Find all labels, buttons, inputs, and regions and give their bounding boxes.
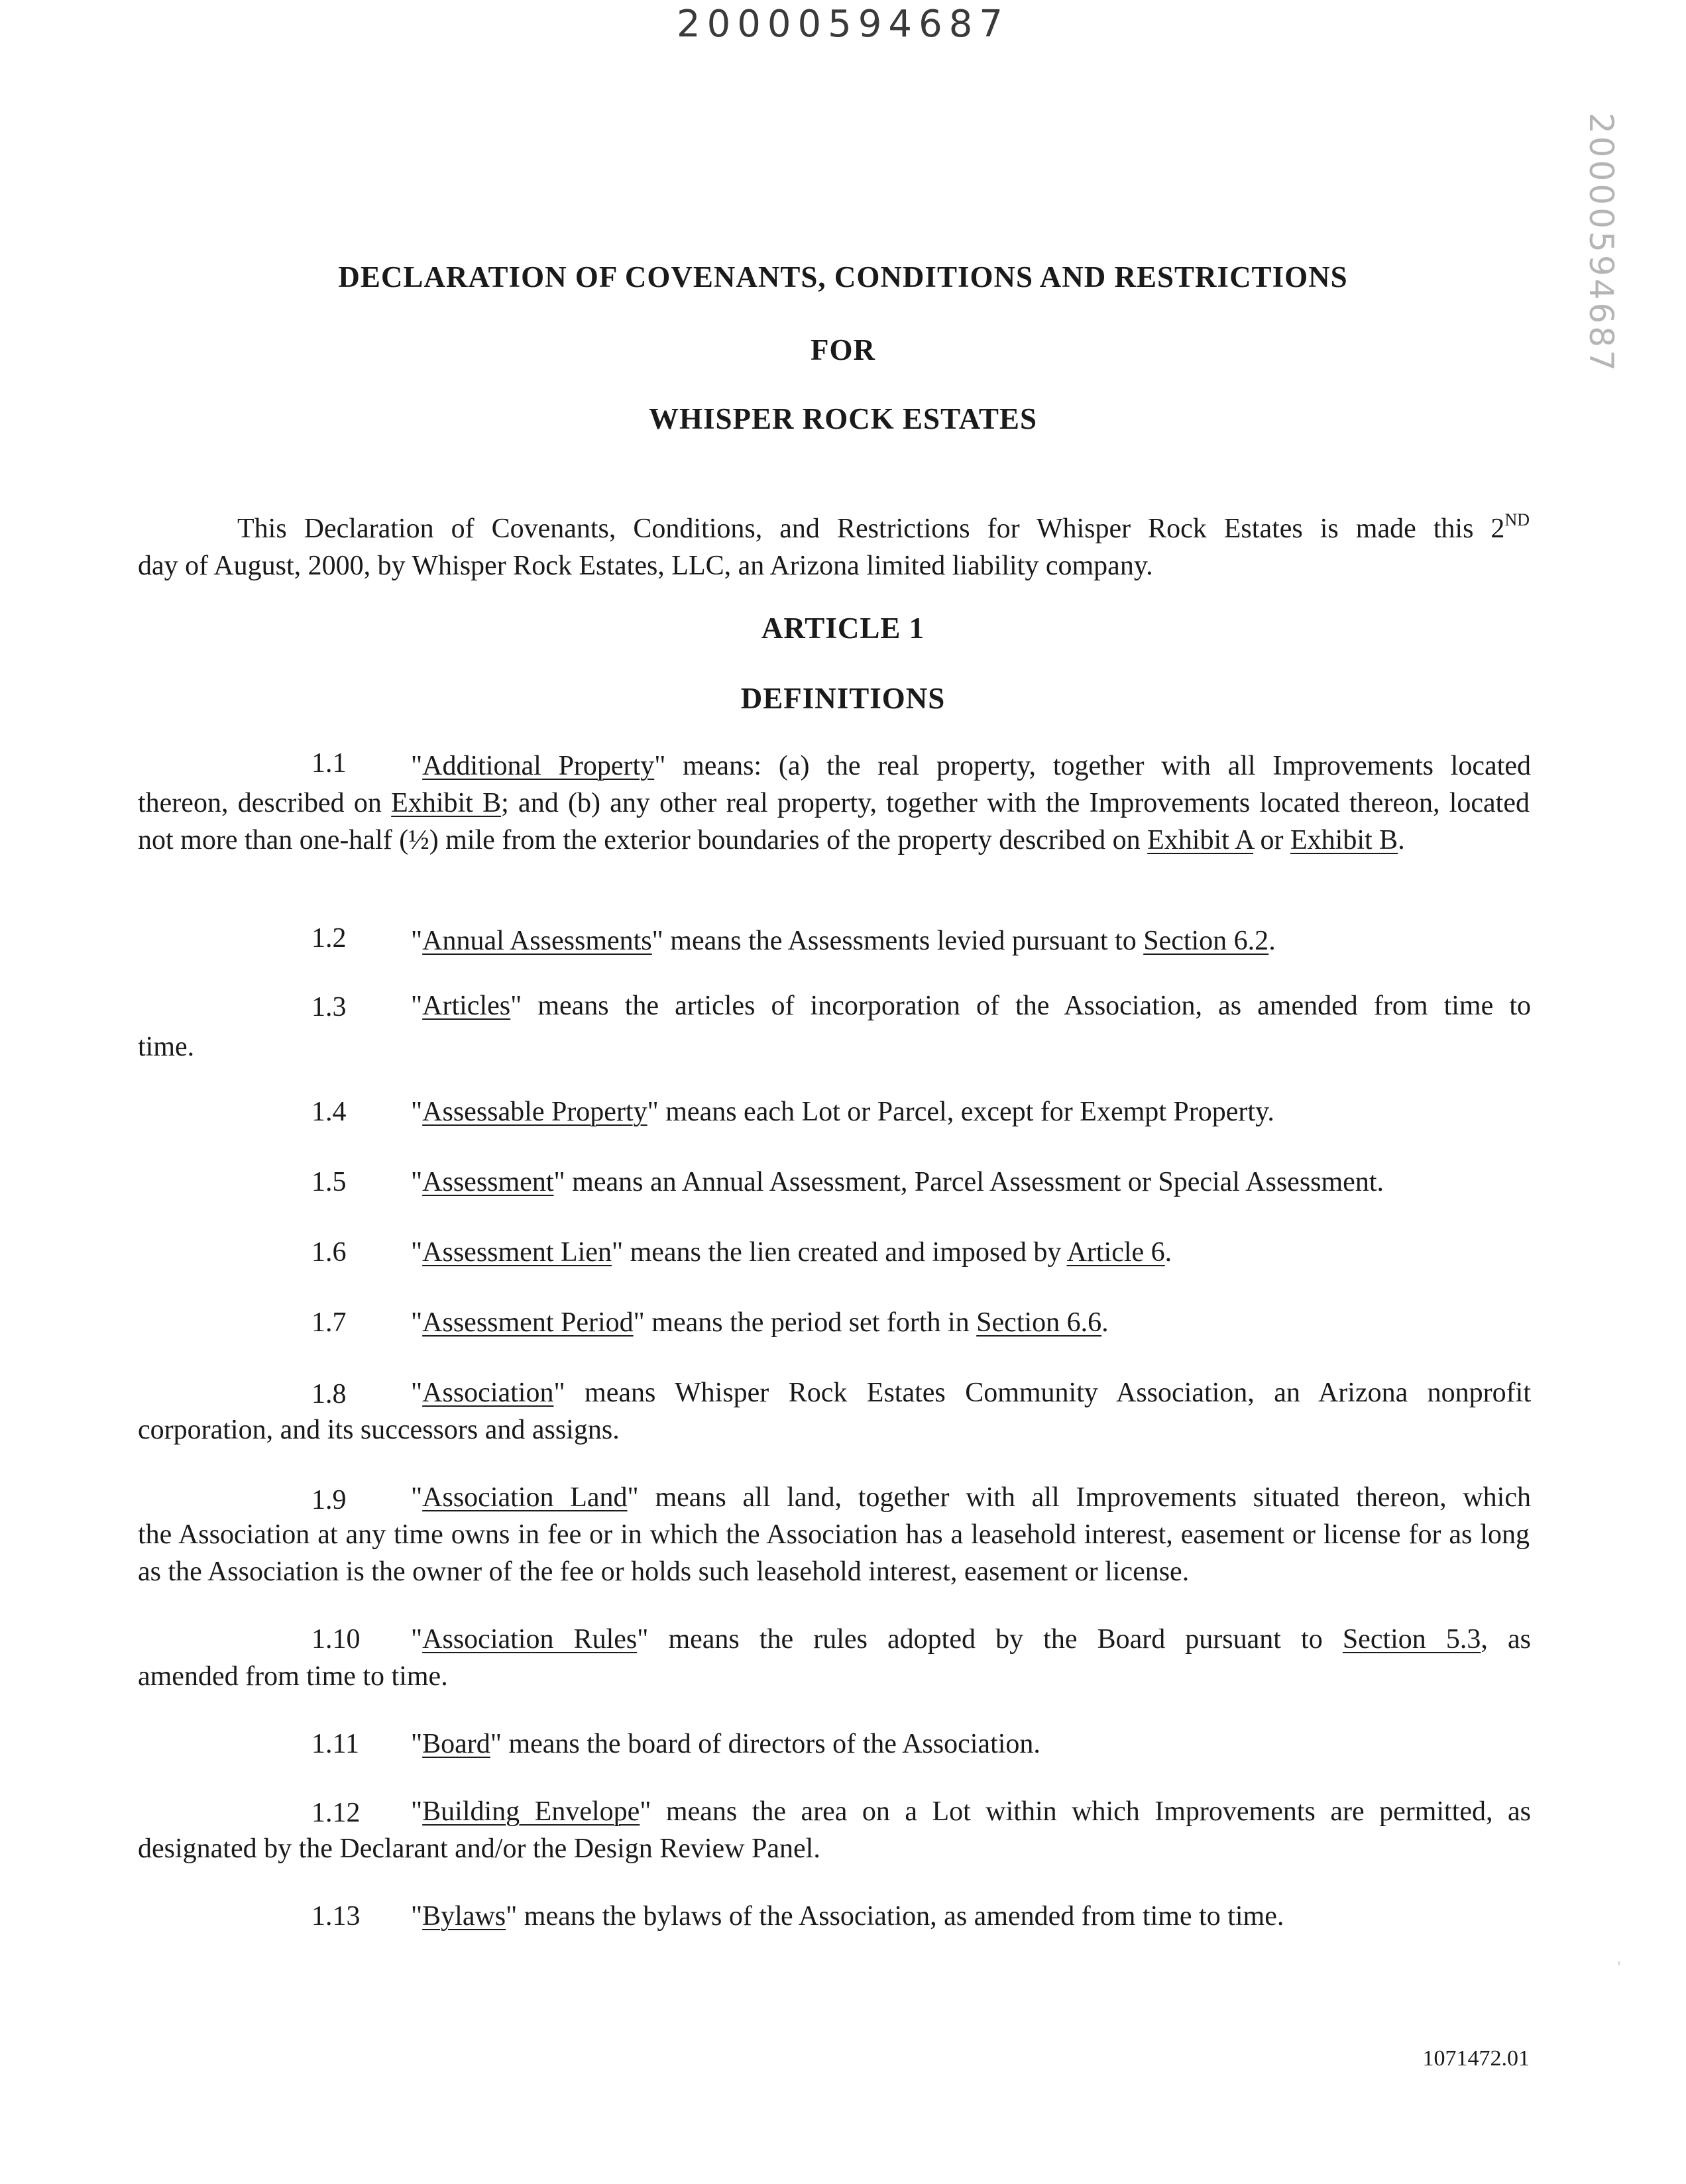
def-number: 1.3	[311, 992, 347, 1022]
document-footer-id: 1071472.01	[1422, 2046, 1530, 2071]
def-1-12-rest: designated by the Declarant and/or the Design Review Panel.	[138, 1833, 820, 1864]
def-1-10-line1: "Association Rules" means the rules adopted by the Board pursuant to Section 5.3, as	[411, 1624, 1531, 1655]
cross-reference: Article 6	[1066, 1237, 1165, 1268]
def-1-13: "Bylaws" means the bylaws of the Association, as amended from time to time.	[411, 1901, 1284, 1932]
def-number: 1.1	[311, 748, 347, 779]
title-line-2: FOR	[811, 333, 875, 366]
cross-reference: Section 5.3	[1342, 1624, 1481, 1655]
side-stamp-text: 20000594687	[1582, 113, 1620, 374]
defined-term: Articles	[422, 991, 511, 1021]
def-1-5: "Assessment" means an Annual Assessment, Parcel Assessment or Special Assessment.	[411, 1167, 1384, 1197]
def-1-3-line1: "Articles" means the articles of incorporation of the Association, as amended from time to	[411, 991, 1531, 1021]
defined-term: Building Envelope	[422, 1796, 640, 1827]
def-number: 1.5	[311, 1167, 347, 1197]
article-title: DEFINITIONS	[740, 682, 946, 715]
intro-line-2: day of August, 2000, by Whisper Rock Estates, LLC, an Arizona limited liability company.	[138, 551, 1153, 581]
title-line-1: DECLARATION OF COVENANTS, CONDITIONS AND RESTRICTIONS	[338, 260, 1348, 294]
intro-line-1	[237, 510, 1530, 547]
def-1-1-line1: "Additional Property" means: (a) the real property, together with all Improvements located	[411, 751, 1532, 781]
defined-term: Assessable Property	[422, 1097, 647, 1127]
defined-term: Association Land	[422, 1482, 628, 1513]
defined-term: Association Rules	[422, 1624, 638, 1655]
cross-reference: Exhibit B	[391, 788, 502, 818]
defined-term: Assessment Period	[422, 1307, 634, 1338]
def-1-4: "Assessable Property" means each Lot or Parcel, except for Exempt Property.	[411, 1097, 1274, 1127]
def-1-1-rest: thereon, described on Exhibit B; and (b) any other real property, together with the Improvements located thereon, located not more than one-half (½) mile from the exterior boundaries of the property described on Exhibit A or Exhibit B.	[138, 788, 1530, 855]
def-number: 1.7	[311, 1307, 347, 1338]
defined-term: Board	[422, 1729, 490, 1759]
title-line-3: WHISPER ROCK ESTATES	[649, 402, 1037, 435]
def-1-11: "Board" means the board of directors of the Association.	[411, 1729, 1040, 1759]
def-number: 1.12	[311, 1798, 361, 1828]
def-number: 1.2	[311, 923, 347, 954]
intro-superscript: ND	[1504, 510, 1530, 529]
def-1-3-rest: time.	[138, 1032, 195, 1062]
defined-term: Bylaws	[422, 1901, 506, 1932]
defined-term: Additional Property	[422, 751, 655, 781]
def-number: 1.10	[311, 1624, 361, 1655]
def-1-2: "Annual Assessments" means the Assessments levied pursuant to Section 6.2.	[411, 926, 1276, 956]
def-1-8-line1: "Association" means Whisper Rock Estates Community Association, an Arizona nonprofit	[411, 1378, 1531, 1408]
cross-reference: Exhibit A	[1147, 825, 1254, 855]
def-1-6: "Assessment Lien" means the lien created and imposed by Article 6.	[411, 1237, 1172, 1268]
def-1-10-rest: amended from time to time.	[138, 1661, 448, 1692]
def-1-7: "Assessment Period" means the period set forth in Section 6.6.	[411, 1307, 1109, 1338]
def-number: 1.11	[311, 1729, 359, 1759]
recording-number: 20000594687	[677, 3, 1009, 46]
defined-term: Annual Assessments	[422, 926, 652, 956]
def-1-9-line1: "Association Land" means all land, together with all Improvements situated thereon, which	[411, 1482, 1531, 1513]
cross-reference: Section 6.6	[976, 1307, 1102, 1338]
def-number: 1.9	[311, 1485, 347, 1515]
def-number: 1.13	[311, 1901, 361, 1932]
side-stamp	[1355, 113, 1620, 374]
defined-term: Assessment Lien	[422, 1237, 612, 1268]
def-number: 1.8	[311, 1379, 347, 1409]
article-label: ARTICLE 1	[761, 612, 925, 645]
defined-term: Assessment	[422, 1167, 554, 1197]
intro-text: This Declaration of Covenants, Conditions, and Restrictions for Whisper Rock Estates is made this 2	[237, 514, 1505, 544]
def-1-8-rest: corporation, and its successors and assigns.	[138, 1415, 620, 1445]
defined-term: Association	[422, 1378, 554, 1408]
cross-reference: Section 6.2	[1143, 926, 1269, 956]
def-number: 1.6	[311, 1237, 347, 1268]
def-number: 1.4	[311, 1097, 347, 1127]
def-1-12-line1: "Building Envelope" means the area on a Lot within which Improvements are permitted, as	[411, 1796, 1531, 1827]
scan-artifact-mark	[1618, 1961, 1620, 1965]
cross-reference: Exhibit B	[1290, 825, 1398, 855]
def-1-9-rest: the Association at any time owns in fee or in which the Association has a leasehold interest, easement or license for as long as the Association is the owner of the fee or holds such leasehold interest, easement or license.	[138, 1519, 1530, 1587]
